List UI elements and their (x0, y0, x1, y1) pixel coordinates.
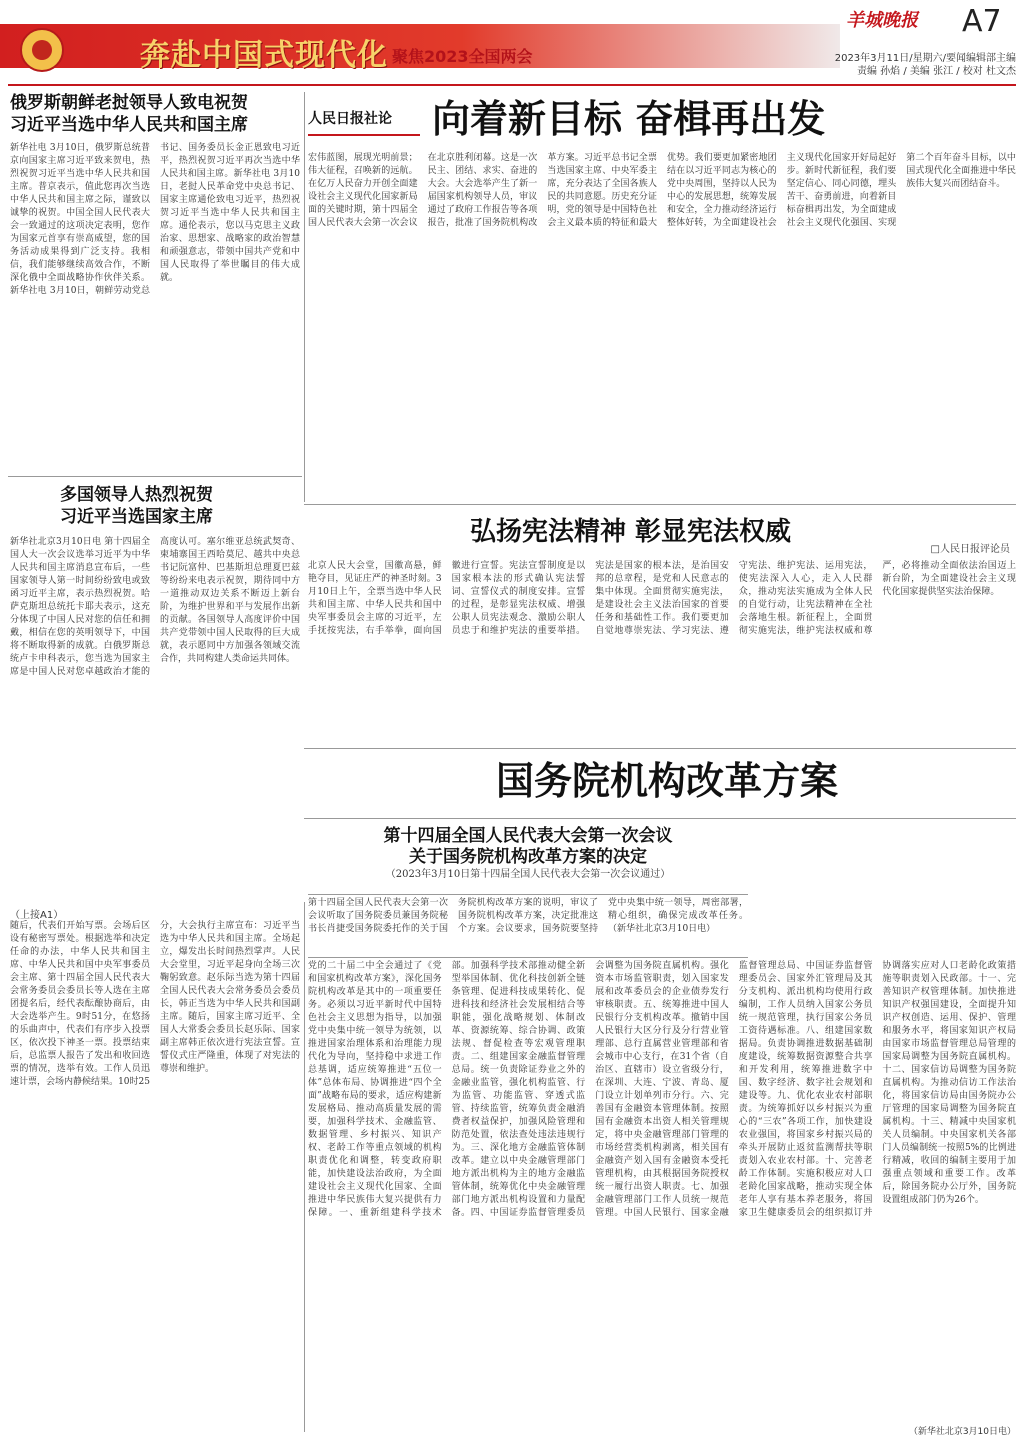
leaders-headline: 多国领导人热烈祝贺 习近平当选国家主席 (60, 485, 213, 527)
section-divider (304, 504, 1016, 505)
reform-body: 党的二十届二中全会通过了《党和国家机构改革方案》，深化国务院机构改革是其中的一项重要任务。必须以习近平新时代中国特色社会主义思想为指导，以加强党中央集中统一领导为统领，以推进国家治理体系和治理能力现代化为导向，坚持稳中求进工作总基调，适应统筹推进“五位一体”总体布局、协调推进“四个全面”战略布局的要求，适应构建新发展格局、推动高质量发展的需要，加强科学技术、金融监管、数据管理、乡村振兴、知识产权、老龄工作等重点领域的机构职责优化和调整，转变政府职能，加快建设法治政府，为全面建设社会主义现代化国家、全面推进中华民族伟大复兴提供有力保障。一、重新组建科学技术部。加强科学技术部推动健全新型举国体制、优化科技创新全链条管理、促进科技成果转化、促进科技和经济社会发展相结合等职能，强化战略规划、体制改革、资源统筹、综合协调、政策法规、督促检查等宏观管理职责。二、组建国家金融监督管理总局。统一负责除证券业之外的金融业监管，强化机构监管、行为监管、功能监管、穿透式监管、持续监管，统筹负责金融消费者权益保护，加强风险管理和防范处置，依法查处违法违规行为。三、深化地方金融监管体制改革。建立以中央金融管理部门地方派出机构为主的地方金融监管体制，统筹优化中央金融管理部门地方派出机构设置和力量配备。四、中国证券监督管理委员会调整为国务院直属机构。强化资本市场监管职责，划入国家发展和改革委员会的企业债券发行审核职责。五、统筹推进中国人民银行分支机构改革。撤销中国人民银行大区分行及分行营业管理部、总行直属营业管理部和省会城市中心支行，在31个省（自治区、直辖市）设立省级分行，在深圳、大连、宁波、青岛、厦门设立计划单列市分行。六、完善国有金融资本管理体制。按照国有金融资本出资人相关管理规定，将中央金融管理部门管理的市场经营类机构剥离，相关国有金融资产划入国有金融资本受托管理机构，由其根据国务院授权统一履行出资人职责。七、加强金融管理部门工作人员统一规范管理。中国人民银行、国家金融监督管理总局、中国证券监督管理委员会、国家外汇管理局及其分支机构、派出机构均使用行政编制，工作人员纳入国家公务员统一规范管理，执行国家公务员工资待遇标准。八、组建国家数据局。负责协调推进数据基础制度建设，统筹数据资源整合共享和开发利用，统筹推进数字中国、数字经济、数字社会规划和建设等。九、优化农业农村部职责。为统筹抓好以乡村振兴为重心的“三农”各项工作，加快建设农业强国，将国家乡村振兴局的牵头开展防止返贫监测帮扶等职责划入农业农村部。十、完善老龄工作体制。实施积极应对人口老龄化国家战略，推动实现全体老年人享有基本养老服务，将国家卫生健康委员会的组织拟订并协调落实应对人口老龄化政策措施等职责划入民政部。十一、完善知识产权管理体制。加快推进知识产权强国建设，全面提升知识产权创造、运用、保护、管理和服务水平，将国家知识产权局由国家市场监督管理总局管理的国家局调整为国务院直属机构。十二、国家信访局调整为国务院直属机构。为推动信访工作法治化，将国家信访局由国务院办公厅管理的国家局调整为国务院直属机构。十三、精减中央国家机关人员编制。中央国家机关各部门人员编制统一按照5%的比例进行精减，收回的编制主要用于加强重点领域和重要工作。改革后，除国务院办公厅外，国务院设置组成部门仍为26个。 (308, 961, 1016, 1218)
decision-title: 第十四届全国人民代表大会第一次会议 关于国务院机构改革方案的决定 （2023年3月10日第十四届全国人民代表大会第一次会议通过） (383, 826, 673, 880)
column-divider (304, 92, 305, 502)
campaign-subtitle: 聚焦2023全国两会 (392, 47, 533, 66)
reform-end-source: （新华社北京3月10日电） (908, 1427, 1016, 1437)
decision-lead: 第十四届全国人民代表大会第一次会议听取了国务院委员兼国务院秘书长肖捷受国务院委托作的关于国务院机构改革方案的说明，审议了国务院机构改革方案，决定批准这个方案。会议要求，国务院要坚持党中央集中统一领导，周密部署，精心组织，确保完成改革任务。 （新华社北京3月10日电） (308, 894, 748, 958)
national-emblem-icon (20, 28, 64, 72)
section-divider (304, 818, 1016, 819)
reform-headline: 国务院机构改革方案 (496, 759, 839, 803)
leaders-article-body: 新华社北京3月10日电 第十四届全国人大一次会议选举习近平为中华人民共和国主席消息宣布后，一些国家领导人第一时间纷纷致电或致函习近平主席，表示热烈祝贺。哈萨克斯坦总统托卡耶夫表示，这充分体现了中国人民对您的信任和拥戴，相信在您的英明领导下，中国将不断取得新的成就。白俄罗斯总统卢卡申科表示，您当选为国家主席是中国人民对您卓越政治才能的高度认可。塞尔维亚总统武契奇、柬埔寨国王西哈莫尼、越共中央总书记阮富仲、巴基斯坦总理夏巴兹等纷纷来电表示祝贺，期待同中方一道推动双边关系不断迈上新台阶，为维护世界和平与发展作出新的贡献。各国领导人高度评价中国共产党带领中国人民取得的巨大成就，表示愿同中方加强各领域交流合作，共同构建人类命运共同体。 (10, 537, 300, 677)
column-divider (304, 902, 305, 1432)
continued-label: （上接A1） (10, 910, 64, 921)
section-divider (8, 476, 302, 477)
section-divider (304, 748, 1016, 749)
continued-article-body: 随后，代表们开始写票。会场后区设有秘密写票处。根据选举和决定任命的办法，中华人民共和国主席、中华人民共和国中央军事委员会主席、第十四届全国人民代表大会常务委员会委员长等人选在主席团提名后，经代表酝酿协商后，由大会选举产生。9时51分，在悠扬的乐曲声中，代表们有序步入投票区，依次投下神圣一票。投票结束后，总监票人报告了发出和收回选票的情况，选举有效。工作人员迅速计票，会场内静候结果。10时25分，大会执行主席宣布：习近平当选为中华人民共和国主席。全场起立，爆发出长时间热烈掌声。人民大会堂里，习近平起身向全场三次鞠躬致意。赵乐际当选为第十四届全国人民代表大会常务委员会委员长，韩正当选为中华人民共和国副主席。随后，国家主席习近平、全国人大常委会委员长赵乐际、国家副主席韩正依次进行宪法宣誓。宣誓仪式庄严隆重，体现了对宪法的尊崇和维护。 (10, 921, 300, 1087)
russia-headline: 俄罗斯朝鲜老挝领导人致电祝贺 习近平当选中华人民共和国主席 (10, 93, 248, 135)
date-line: 2023年3月11日/星期六/要闻编辑部主编 (834, 53, 1016, 64)
editorial-headline: 向着新目标 奋楫再出发 (432, 97, 826, 141)
editor-line: 责编 孙焰 / 美编 张江 / 校对 杜文杰 (857, 66, 1016, 77)
editorial-label-box (308, 108, 420, 136)
page-number: A7 (962, 4, 1002, 39)
russia-article-body: 新华社电 3月10日，俄罗斯总统普京向国家主席习近平致来贺电，热烈祝贺习近平当选中华人民共和国主席。普京表示，值此您再次当选中华人民共和国主席之际，谨致以诚挚的祝贺。中国全国人民代表大会一致通过的这项决定表明，您作为国家元首享有崇高威望，您的国务活动成果得到广泛支持。我相信，我们能够继续高效合作，不断深化俄中全面战略协作伙伴关系。新华社电 3月10日，朝鲜劳动党总书记、国务委员长金正恩致电习近平，热烈祝贺习近平再次当选中华人民共和国主席。新华社电 3月10日，老挝人民革命党中央总书记、国家主席通伦致电习近平，热烈祝贺习近平当选中华人民共和国主席。通伦表示，您以马克思主义政治家、思想家、战略家的政治智慧和顽强意志，带领中国共产党和中国人民取得了举世瞩目的伟大成就。 (10, 143, 300, 296)
constitution-byline: □人民日报评论员 (930, 544, 1010, 555)
campaign-title: 奔赴中国式现代化 (140, 38, 388, 73)
header-rule (8, 84, 1016, 86)
constitution-body: 北京人民大会堂，国徽高悬，鲜艳夺目，见证庄严的神圣时刻。3月10日上午，全票当选中华人民共和国主席、中华人民共和国中央军事委员会主席的习近平，左手抚按宪法，右手举拳，面向国徽进行宣誓。宪法宣誓制度是以国家根本法的形式确认宪法誓词、宣誓仪式的制度安排。宣誓的过程，是彰显宪法权威、增强公职人员宪法观念、激励公职人员忠于和维护宪法的重要举措。宪法是国家的根本法，是治国安邦的总章程，是党和人民意志的集中体现。全面贯彻实施宪法，是建设社会主义法治国家的首要任务和基础性工作。我们要更加自觉地尊崇宪法、学习宪法、遵守宪法、维护宪法、运用宪法，使宪法深入人心，走入人民群众，推动宪法实施成为全体人民的自觉行动，让宪法精神在全社会落地生根。新征程上，全面贯彻实施宪法，维护宪法权威和尊严，必将推动全面依法治国迈上新台阶，为全面建设社会主义现代化国家提供坚实法治保障。 (308, 561, 1016, 636)
paper-logo: 羊城晚报 (846, 10, 918, 31)
constitution-headline: 弘扬宪法精神 彰显宪法权威 (470, 517, 792, 547)
editorial-body: 宏伟蓝图，展现光明前景；伟大征程，召唤新的远航。在亿万人民奋力开创全面建设社会主义现代化国家新局面的关键时期，第十四届全国人民代表大会第一次会议在北京胜利闭幕。这是一次民主、团结、求实、奋进的大会。大会选举产生了新一届国家机构领导人员，审议通过了政府工作报告等各项报告，批准了国务院机构改革方案。习近平总书记全票当选国家主席、中央军委主席，充分表达了全国各族人民的共同意愿。历史充分证明，党的领导是中国特色社会主义最本质的特征和最大优势。我们要更加紧密地团结在以习近平同志为核心的党中央周围，坚持以人民为中心的发展思想，统筹发展和安全，全力推动经济运行整体好转，为全面建设社会主义现代化国家开好局起好步。新时代新征程，我们要坚定信心、同心同德，埋头苦干、奋勇前进，向着新目标奋楫再出发，为全面建成社会主义现代化强国、实现第二个百年奋斗目标，以中国式现代化全面推进中华民族伟大复兴而团结奋斗。 (308, 153, 1016, 228)
editorial-label: 人民日报社论 (308, 111, 392, 127)
decision-source: （新华社北京3月10日电） (608, 924, 716, 934)
masthead-meta (760, 52, 1016, 78)
